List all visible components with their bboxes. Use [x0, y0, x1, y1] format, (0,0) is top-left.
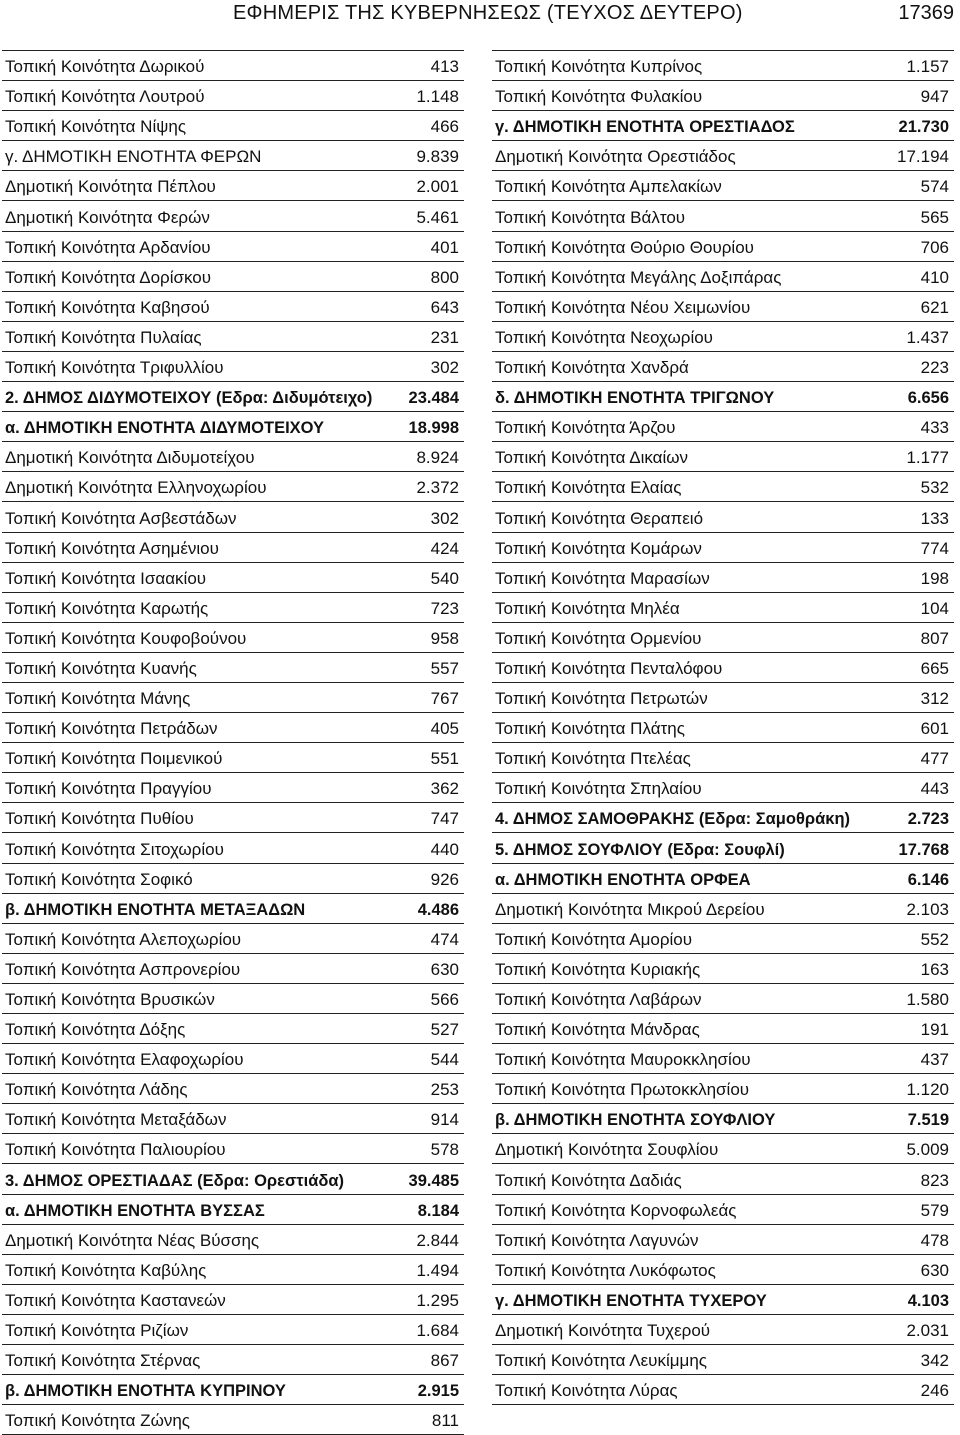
community-name: Τοπική Κοινότητα Κυπρίνος [495, 57, 703, 77]
community-name: Τοπική Κοινότητα Ασπρονερίου [5, 959, 241, 979]
population-value: 1.494 [416, 1260, 459, 1280]
table-row [492, 593, 954, 623]
community-name: Τοπική Κοινότητα Σιτοχωρίου [5, 839, 224, 859]
table-row [492, 713, 954, 743]
table-row [2, 1375, 464, 1405]
table-row [2, 773, 464, 803]
population-value: 665 [920, 658, 949, 678]
table-row [492, 1195, 954, 1225]
table-row [492, 894, 954, 924]
population-value: 552 [920, 929, 949, 949]
community-name: Τοπική Κοινότητα Καστανεών [5, 1290, 226, 1310]
population-value: 1.120 [906, 1080, 949, 1100]
community-name: Τοπική Κοινότητα Λάδης [5, 1080, 188, 1100]
population-value: 6.146 [907, 870, 949, 889]
population-value: 747 [430, 809, 459, 829]
population-value: 477 [920, 749, 949, 769]
community-name: Τοπική Κοινότητα Αρδανίου [5, 237, 211, 257]
community-name: Τοπική Κοινότητα Σοφικό [5, 869, 193, 889]
population-value: 926 [430, 869, 459, 889]
community-name: Τοπική Κοινότητα Πρωτοκκλησίου [495, 1080, 750, 1100]
community-name: Τοπική Κοινότητα Φυλακίου [495, 87, 703, 107]
table-row [2, 352, 464, 382]
table-row [492, 412, 954, 442]
table-row [2, 502, 464, 532]
left-column-table [2, 50, 464, 1435]
community-name: Τοπική Κοινότητα Μάνδρας [495, 1020, 700, 1040]
population-value: 362 [430, 779, 459, 799]
community-name: Τοπική Κοινότητα Πτελέας [495, 749, 691, 769]
population-value: 312 [920, 689, 949, 709]
table-row [2, 1255, 464, 1285]
table-row [2, 1164, 464, 1194]
population-value: 2.723 [907, 810, 949, 829]
table-row [492, 1074, 954, 1104]
population-value: 574 [920, 177, 949, 197]
population-value: 578 [430, 1140, 459, 1160]
population-value: 410 [920, 267, 949, 287]
table-row [2, 322, 464, 352]
community-name: Δημοτική Κοινότητα Τυχερού [495, 1321, 711, 1341]
population-value: 39.485 [408, 1171, 459, 1190]
table-row [492, 1255, 954, 1285]
table-row [2, 472, 464, 502]
table-row [2, 111, 464, 141]
community-name: Τοπική Κοινότητα Μεγάλης Δοξιπάρας [495, 267, 782, 287]
population-value: 104 [920, 598, 949, 618]
population-value: 706 [920, 237, 949, 257]
population-value: 557 [430, 658, 459, 678]
table-row [2, 954, 464, 984]
community-name: Τοπική Κοινότητα Ασβεστάδων [5, 508, 237, 528]
community-name: Τοπική Κοινότητα Λαγυνών [495, 1230, 699, 1250]
table-row [492, 563, 954, 593]
community-name: Δημοτική Κοινότητα Σουφλίου [495, 1140, 719, 1160]
community-name: Τοπική Κοινότητα Θούριο Θουρίου [495, 237, 754, 257]
table-row [2, 533, 464, 563]
population-value: 1.580 [906, 990, 949, 1009]
community-name: β. ΔΗΜΟΤΙΚΗ ΕΝΟΤΗΤΑ ΣΟΥΦΛΙΟΥ [495, 1111, 776, 1130]
table-row [492, 502, 954, 532]
population-value: 9.839 [416, 147, 459, 167]
table-row [2, 201, 464, 231]
table-row [2, 743, 464, 773]
population-value: 163 [920, 959, 949, 979]
community-name: Τοπική Κοινότητα Μηλέα [495, 598, 680, 618]
table-row [492, 141, 954, 171]
community-name: Τοπική Κοινότητα Καβύλης [5, 1260, 207, 1280]
table-row [492, 382, 954, 412]
population-value: 774 [920, 538, 949, 558]
population-value: 474 [430, 929, 459, 949]
community-name: Τοπική Κοινότητα Πραγγίου [5, 779, 212, 799]
table-row [492, 1375, 954, 1405]
population-value: 800 [430, 267, 459, 287]
table-row [492, 1044, 954, 1074]
population-value: 643 [430, 297, 459, 317]
population-value: 811 [431, 1411, 459, 1431]
table-row [2, 593, 464, 623]
table-row [492, 232, 954, 262]
community-name: Τοπική Κοινότητα Πετράδων [5, 719, 218, 739]
table-row [492, 1315, 954, 1345]
population-value: 566 [430, 990, 459, 1009]
population-value: 1.177 [906, 448, 949, 468]
table-row [492, 623, 954, 653]
community-name: Τοπική Κοινότητα Ορμενίου [495, 628, 702, 648]
community-name: Δημοτική Κοινότητα Ελληνοχωρίου [5, 478, 267, 498]
population-value: 1.295 [416, 1290, 459, 1310]
table-row [2, 1014, 464, 1044]
community-name: Δημοτική Κοινότητα Πέπλου [5, 177, 216, 197]
community-name: α. ΔΗΜΟΤΙΚΗ ΕΝΟΤΗΤΑ ΔΙΔΥΜΟΤΕΙΧΟΥ [5, 419, 325, 438]
community-name: Τοπική Κοινότητα Λύρας [495, 1381, 678, 1401]
community-name: Τοπική Κοινότητα Κορνοφωλεάς [495, 1200, 737, 1220]
community-name: Τοπική Κοινότητα Άρζου [495, 418, 676, 438]
population-value: 246 [920, 1381, 949, 1401]
table-row [492, 1285, 954, 1315]
table-row [2, 864, 464, 894]
community-name: Τοπική Κοινότητα Νεοχωρίου [495, 327, 713, 347]
community-name: 3. ΔΗΜΟΣ ΟΡΕΣΤΙΑΔΑΣ (Εδρα: Ορεστιάδα) [5, 1171, 344, 1190]
population-value: 2.103 [906, 899, 949, 919]
population-value: 18.998 [408, 419, 459, 438]
population-value: 2.031 [906, 1321, 949, 1341]
population-value: 5.009 [906, 1140, 949, 1160]
community-name: Τοπική Κοινότητα Μαυροκκλησίου [495, 1050, 751, 1070]
table-row [2, 1405, 464, 1435]
population-value: 2.001 [416, 177, 459, 197]
table-row [492, 864, 954, 894]
population-value: 5.461 [416, 207, 459, 227]
population-value: 551 [430, 749, 459, 769]
table-row [2, 1044, 464, 1074]
community-name: Τοπική Κοινότητα Ελαφοχωρίου [5, 1050, 244, 1070]
population-value: 342 [920, 1351, 949, 1371]
population-value: 17.194 [897, 147, 949, 167]
population-value: 630 [430, 959, 459, 979]
community-name: Τοπική Κοινότητα Νίψης [5, 117, 187, 137]
table-row [492, 924, 954, 954]
table-row [492, 683, 954, 713]
community-name: Τοπική Κοινότητα Κυανής [5, 658, 197, 678]
community-name: Τοπική Κοινότητα Κυριακής [495, 959, 701, 979]
community-name: β. ΔΗΜΟΤΙΚΗ ΕΝΟΤΗΤΑ ΜΕΤΑΞΑΔΩΝ [5, 900, 306, 919]
table-row [2, 563, 464, 593]
table-row [492, 201, 954, 231]
population-value: 437 [920, 1050, 949, 1070]
community-name: Τοπική Κοινότητα Πενταλόφου [495, 658, 723, 678]
page-number: 17369 [898, 2, 954, 24]
right-column-table [492, 50, 954, 1405]
community-name: Τοπική Κοινότητα Αλεποχωρίου [5, 929, 242, 949]
table-row [492, 262, 954, 292]
community-name: Τοπική Κοινότητα Μάνης [5, 689, 191, 709]
table-row [2, 141, 464, 171]
population-value: 823 [920, 1170, 949, 1190]
community-name: Τοπική Κοινότητα Λουτρού [5, 87, 205, 107]
table-row [2, 382, 464, 412]
community-name: Τοπική Κοινότητα Τριφυλλίου [5, 358, 224, 378]
community-name: 5. ΔΗΜΟΣ ΣΟΥΦΛΙΟΥ (Εδρα: Σουφλί) [495, 840, 785, 859]
community-name: Τοπική Κοινότητα Σπηλαίου [495, 779, 702, 799]
population-value: 433 [920, 418, 949, 438]
population-value: 621 [920, 297, 949, 317]
population-value: 4.103 [907, 1291, 949, 1310]
population-value: 807 [920, 628, 949, 648]
table-row [492, 773, 954, 803]
table-row [492, 1014, 954, 1044]
community-name: Τοπική Κοινότητα Χανδρά [495, 358, 689, 378]
community-name: γ. ΔΗΜΟΤΙΚΗ ΕΝΟΤΗΤΑ ΟΡΕΣΤΙΑΔΟΣ [495, 118, 795, 137]
table-row [2, 1074, 464, 1104]
population-value: 302 [430, 508, 459, 528]
community-name: δ. ΔΗΜΟΤΙΚΗ ΕΝΟΤΗΤΑ ΤΡΙΓΩΝΟΥ [495, 389, 775, 408]
table-row [492, 743, 954, 773]
community-name: Τοπική Κοινότητα Ποιμενικού [5, 749, 223, 769]
table-row [2, 653, 464, 683]
table-row [2, 984, 464, 1014]
table-row [2, 1195, 464, 1225]
community-name: Τοπική Κοινότητα Λυκόφωτος [495, 1260, 716, 1280]
community-name: Δημοτική Κοινότητα Διδυμοτείχου [5, 448, 255, 468]
community-name: γ. ΔΗΜΟΤΙΚΗ ΕΝΟΤΗΤΑ ΦΕΡΩΝ [5, 147, 262, 167]
table-row [2, 81, 464, 111]
table-row [492, 954, 954, 984]
population-value: 198 [920, 568, 949, 588]
population-value: 544 [430, 1050, 459, 1070]
population-value: 478 [920, 1230, 949, 1250]
population-value: 466 [430, 117, 459, 137]
population-value: 302 [430, 358, 459, 378]
table-row [2, 683, 464, 713]
community-name: Τοπική Κοινότητα Βάλτου [495, 207, 686, 227]
table-row [492, 111, 954, 141]
table-row [2, 171, 464, 201]
table-row [2, 292, 464, 322]
community-name: Δημοτική Κοινότητα Φερών [5, 207, 210, 227]
table-row [492, 472, 954, 502]
population-value: 579 [920, 1200, 949, 1220]
table-row [2, 1285, 464, 1315]
population-value: 440 [430, 839, 459, 859]
population-value: 767 [430, 689, 459, 709]
table-row [492, 1225, 954, 1255]
population-value: 1.157 [906, 57, 949, 77]
table-row [2, 894, 464, 924]
community-name: β. ΔΗΜΟΤΙΚΗ ΕΝΟΤΗΤΑ ΚΥΠΡΙΝΟΥ [5, 1382, 286, 1401]
table-row [492, 292, 954, 322]
community-name: 2. ΔΗΜΟΣ ΔΙΔΥΜΟΤΕΙΧΟΥ (Εδρα: Διδυμότειχο) [5, 389, 373, 408]
population-value: 424 [430, 538, 459, 558]
table-row [492, 984, 954, 1014]
population-value: 133 [920, 508, 949, 528]
table-row [492, 1345, 954, 1375]
community-name: Δημοτική Κοινότητα Νέας Βύσσης [5, 1230, 260, 1250]
table-row [2, 924, 464, 954]
population-value: 223 [920, 358, 949, 378]
community-name: Τοπική Κοινότητα Ριζίων [5, 1321, 189, 1341]
population-value: 630 [920, 1260, 949, 1280]
population-value: 253 [430, 1080, 459, 1100]
table-row [492, 352, 954, 382]
population-value: 2.372 [416, 478, 459, 498]
table-row [492, 1104, 954, 1134]
table-row [2, 51, 464, 81]
population-value: 23.484 [408, 389, 459, 408]
population-value: 21.730 [898, 118, 949, 137]
population-value: 191 [920, 1020, 949, 1040]
table-row [492, 653, 954, 683]
table-row [2, 803, 464, 833]
population-value: 17.768 [898, 840, 949, 859]
population-value: 2.915 [417, 1382, 459, 1401]
community-name: Τοπική Κοινότητα Δορίσκου [5, 267, 212, 287]
table-row [492, 833, 954, 863]
population-value: 8.184 [417, 1201, 459, 1220]
community-name: Τοπική Κοινότητα Θεραπειό [495, 508, 704, 528]
community-name: Δημοτική Κοινότητα Ορεστιάδος [495, 147, 736, 167]
table-row [2, 833, 464, 863]
community-name: Τοπική Κοινότητα Δαδιάς [495, 1170, 682, 1190]
community-name: Τοπική Κοινότητα Πυθίου [5, 809, 194, 829]
table-row [492, 533, 954, 563]
community-name: Τοπική Κοινότητα Καρωτής [5, 598, 209, 618]
population-value: 947 [920, 87, 949, 107]
population-value: 723 [430, 598, 459, 618]
table-row [492, 322, 954, 352]
population-value: 8.924 [416, 448, 459, 468]
community-name: Τοπική Κοινότητα Ελαίας [495, 478, 682, 498]
population-value: 6.656 [907, 389, 949, 408]
population-value: 2.844 [416, 1230, 459, 1250]
community-name: Τοπική Κοινότητα Παλιουρίου [5, 1140, 226, 1160]
population-value: 914 [430, 1110, 459, 1130]
population-value: 1.148 [416, 87, 459, 107]
table-row [2, 1315, 464, 1345]
population-value: 7.519 [907, 1111, 949, 1130]
community-name: α. ΔΗΜΟΤΙΚΗ ΕΝΟΤΗΤΑ ΟΡΦΕΑ [495, 870, 751, 889]
community-name: Τοπική Κοινότητα Δωρικού [5, 57, 205, 77]
table-row [492, 51, 954, 81]
population-value: 1.684 [416, 1321, 459, 1341]
community-name: 4. ΔΗΜΟΣ ΣΑΜΟΘΡΑΚΗΣ (Εδρα: Σαμοθράκη) [495, 810, 851, 829]
page-header [0, 0, 960, 32]
community-name: Τοπική Κοινότητα Λαβάρων [495, 990, 702, 1009]
community-name: Τοπική Κοινότητα Πυλαίας [5, 327, 202, 347]
table-row [492, 81, 954, 111]
community-name: Τοπική Κοινότητα Καβησού [5, 297, 210, 317]
population-value: 443 [920, 779, 949, 799]
community-name: Τοπική Κοινότητα Ισαακίου [5, 568, 207, 588]
community-name: Τοπική Κοινότητα Στέρνας [5, 1351, 201, 1371]
community-name: Τοπική Κοινότητα Δικαίων [495, 448, 689, 468]
gazette-title: ΕΦΗΜΕΡΙΣ ΤΗΣ ΚΥΒΕΡΝΗΣΕΩΣ (ΤΕΥΧΟΣ ΔΕΥΤΕΡΟ) [233, 2, 743, 24]
community-name: Τοπική Κοινότητα Ζώνης [5, 1411, 190, 1431]
table-row [2, 232, 464, 262]
table-row [2, 1225, 464, 1255]
community-name: Τοπική Κοινότητα Κουφοβούνου [5, 628, 247, 648]
community-name: Τοπική Κοινότητα Δόξης [5, 1020, 186, 1040]
community-name: Δημοτική Κοινότητα Μικρού Δερείου [495, 899, 765, 919]
table-row [2, 1345, 464, 1375]
population-value: 532 [920, 478, 949, 498]
population-value: 565 [920, 207, 949, 227]
community-name: Τοπική Κοινότητα Μαρασίων [495, 568, 710, 588]
community-name: Τοπική Κοινότητα Βρυσικών [5, 990, 215, 1009]
community-name: γ. ΔΗΜΟΤΙΚΗ ΕΝΟΤΗΤΑ ΤΥΧΕΡΟΥ [495, 1291, 767, 1310]
community-name: Τοπική Κοινότητα Πλάτης [495, 719, 685, 739]
community-name: Τοπική Κοινότητα Αμορίου [495, 929, 693, 949]
population-value: 867 [430, 1351, 459, 1371]
table-row [2, 623, 464, 653]
community-name: Τοπική Κοινότητα Πετρωτών [495, 689, 708, 709]
table-row [2, 1104, 464, 1134]
community-name: Τοπική Κοινότητα Κομάρων [495, 538, 702, 558]
population-value: 527 [430, 1020, 459, 1040]
population-value: 231 [430, 327, 459, 347]
population-value: 4.486 [417, 900, 459, 919]
population-value: 405 [430, 719, 459, 739]
community-name: Τοπική Κοινότητα Νέου Χειμωνίου [495, 297, 751, 317]
population-value: 540 [430, 568, 459, 588]
community-name: Τοπική Κοινότητα Λευκίμμης [495, 1351, 707, 1371]
table-row [492, 171, 954, 201]
table-row [492, 1134, 954, 1164]
table-row [2, 713, 464, 743]
table-row [492, 1164, 954, 1194]
community-name: Τοπική Κοινότητα Μεταξάδων [5, 1110, 227, 1130]
table-row [492, 803, 954, 833]
population-value: 413 [430, 57, 459, 77]
population-value: 601 [920, 719, 949, 739]
community-name: α. ΔΗΜΟΤΙΚΗ ΕΝΟΤΗΤΑ ΒΥΣΣΑΣ [5, 1201, 265, 1220]
table-row [2, 262, 464, 292]
table-row [2, 1134, 464, 1164]
population-value: 958 [430, 628, 459, 648]
table-row [2, 412, 464, 442]
table-row [2, 442, 464, 472]
community-name: Τοπική Κοινότητα Ασημένιου [5, 538, 219, 558]
population-value: 1.437 [906, 327, 949, 347]
population-value: 401 [430, 237, 459, 257]
community-name: Τοπική Κοινότητα Αμπελακίων [495, 177, 722, 197]
table-row [492, 442, 954, 472]
